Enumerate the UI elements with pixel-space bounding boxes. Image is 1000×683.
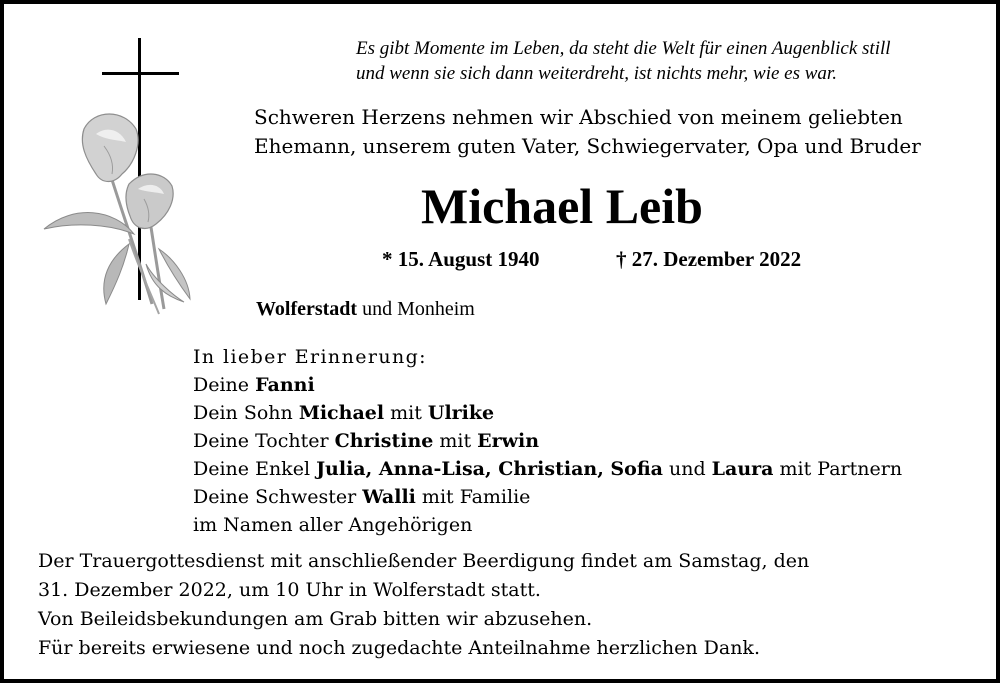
quote-line-1: Es gibt Momente im Leben, da steht die Welt für einen Augenblick still [356, 38, 891, 59]
mourner-sister-suffix: mit Familie [415, 486, 531, 508]
deceased-name: Michael Leib [421, 178, 703, 234]
notice-line-1: Der Trauergottesdienst mit anschließender Beerdigung findet am Samstag, den [38, 550, 810, 572]
mourner-wife-name: Fanni [255, 374, 315, 396]
intro-line-2: Ehemann, unserem guten Vater, Schwiegervater, Opa und Bruder [254, 134, 921, 158]
quote-line-2: und wenn sie sich dann weiterdreht, ist nichts mehr, wie es war. [356, 63, 837, 84]
places-line [256, 296, 475, 322]
mourners-list [193, 343, 902, 539]
mourner-son-prefix: Dein Sohn [193, 402, 299, 424]
mourner-sister-prefix: Deine Schwester [193, 486, 363, 508]
mourner-daughter [193, 427, 902, 455]
place-primary: Wolferstadt [256, 298, 358, 320]
memorial-quote [356, 36, 891, 86]
mourner-daughter-name: Christine [334, 430, 434, 452]
mourners-closing: im Namen aller Angehörigen [193, 514, 473, 536]
mourner-grandchildren [193, 455, 902, 483]
mourner-son-mid: mit [384, 402, 428, 424]
farewell-intro [254, 103, 921, 161]
birth-date: * 15. August 1940 [382, 247, 540, 271]
notice-line-4: Für bereits erwiesene und noch zugedachte Anteilnahme herzlichen Dank. [38, 637, 760, 659]
mourner-son-name: Michael [298, 402, 385, 424]
mourner-grandchildren-and: und [662, 458, 712, 480]
service-notice [38, 547, 809, 663]
intro-line-1: Schweren Herzens nehmen wir Abschied von meinem geliebten [254, 105, 903, 129]
mourner-grandchildren-suffix: mit Partnern [773, 458, 903, 480]
mourner-grandchildren-last: Laura [711, 458, 774, 480]
mourner-wife [193, 371, 902, 399]
mourner-grandchildren-names: Julia, Anna-Lisa, Christian, Sofia [316, 458, 663, 480]
mourners-heading: In lieber Erinnerung: [193, 346, 427, 368]
notice-line-2: 31. Dezember 2022, um 10 Uhr in Wolferstadt statt. [38, 579, 541, 601]
mourner-grandchildren-prefix: Deine Enkel [193, 458, 317, 480]
mourner-sister-name: Walli [362, 486, 416, 508]
mourner-sister [193, 483, 902, 511]
mourner-wife-prefix: Deine [193, 374, 256, 396]
place-secondary: und Monheim [357, 298, 475, 320]
death-date: † 27. Dezember 2022 [616, 247, 802, 271]
notice-line-3: Von Beileidsbekundungen am Grab bitten wir abzusehen. [38, 608, 593, 630]
cross-horizontal [102, 72, 179, 75]
mourner-daughter-prefix: Deine Tochter [193, 430, 335, 452]
mourner-daughter-partner: Erwin [477, 430, 540, 452]
mourner-son [193, 399, 902, 427]
mourner-daughter-mid: mit [433, 430, 478, 452]
mourner-son-partner: Ulrike [427, 402, 495, 424]
